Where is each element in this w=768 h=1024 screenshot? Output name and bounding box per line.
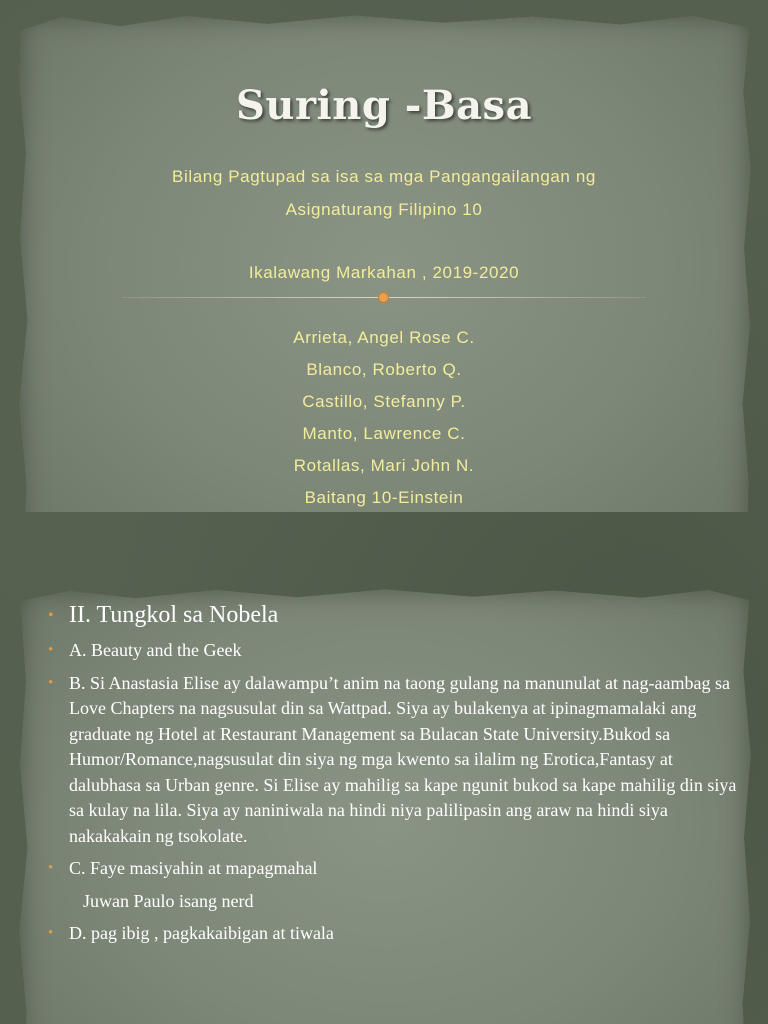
item-subtext: Juwan Paulo isang nerd	[83, 890, 254, 911]
bullet-icon: •	[48, 860, 54, 876]
item-text: B. Si Anastasia Elise ay dalawampu’t anim na taong gulang na manunulat at nag-aambag sa Love Chapters na nagsusulat din sa Wattpad. Siya ay bulakenya at ipinagmamalaki ang graduate ng Hotel at Restaurant Management sa Bulacan State University.Bukod sa Humor/Romance,nagsusulat din siya ng mga kwento sa ilalim ng Erotica,Fantasy at dalubhasa sa Urban genre. Si Elise ay mahilig sa kape ngunit bukod sa kape mahilig din siya sa kulay na lila. Siya ay naniniwala na hindi niya palilipasin ang araw na hindi siya nakakakain ng tsokolate.	[69, 672, 737, 846]
item-text: D. pag ibig , pagkakaibigan at tiwala	[69, 923, 334, 943]
list-item	[48, 638, 738, 664]
list-item	[48, 921, 738, 947]
bullet-icon: •	[48, 925, 54, 941]
bullet-icon: •	[48, 674, 54, 691]
quarter-label: Ikalawang Markahan , 2019-2020	[248, 263, 520, 282]
author-name: Manto, Lawrence C.	[302, 424, 466, 443]
item-text: C. Faye masiyahin at mapagmahal	[69, 858, 318, 878]
author-name: Rotallas, Mari John N.	[293, 456, 475, 475]
heading-text: II. Tungkol sa Nobela	[69, 602, 279, 628]
divider-dot-icon	[379, 293, 388, 302]
author-name: Castillo, Stefanny P.	[302, 392, 466, 411]
author-name: Blanco, Roberto Q.	[306, 360, 462, 379]
grade-section: Baitang 10-Einstein	[304, 488, 464, 507]
author-list	[0, 322, 768, 512]
content-slide	[0, 512, 768, 1024]
bullet-list	[48, 600, 738, 954]
item-text: A. Beauty and the Geek	[69, 640, 242, 660]
author-name: Arrieta, Angel Rose C.	[293, 328, 475, 347]
slide-title: Suring -Basa	[236, 82, 532, 129]
bullet-icon: •	[48, 607, 54, 624]
section-heading	[48, 600, 738, 630]
list-item	[48, 671, 738, 850]
subtitle-line-1: Bilang Pagtupad sa isa sa mga Pangangailangan ng	[172, 167, 596, 186]
bullet-icon: •	[48, 642, 54, 658]
subtitle-line-2: Asignaturang Filipino 10	[285, 200, 483, 219]
list-item	[48, 856, 738, 914]
